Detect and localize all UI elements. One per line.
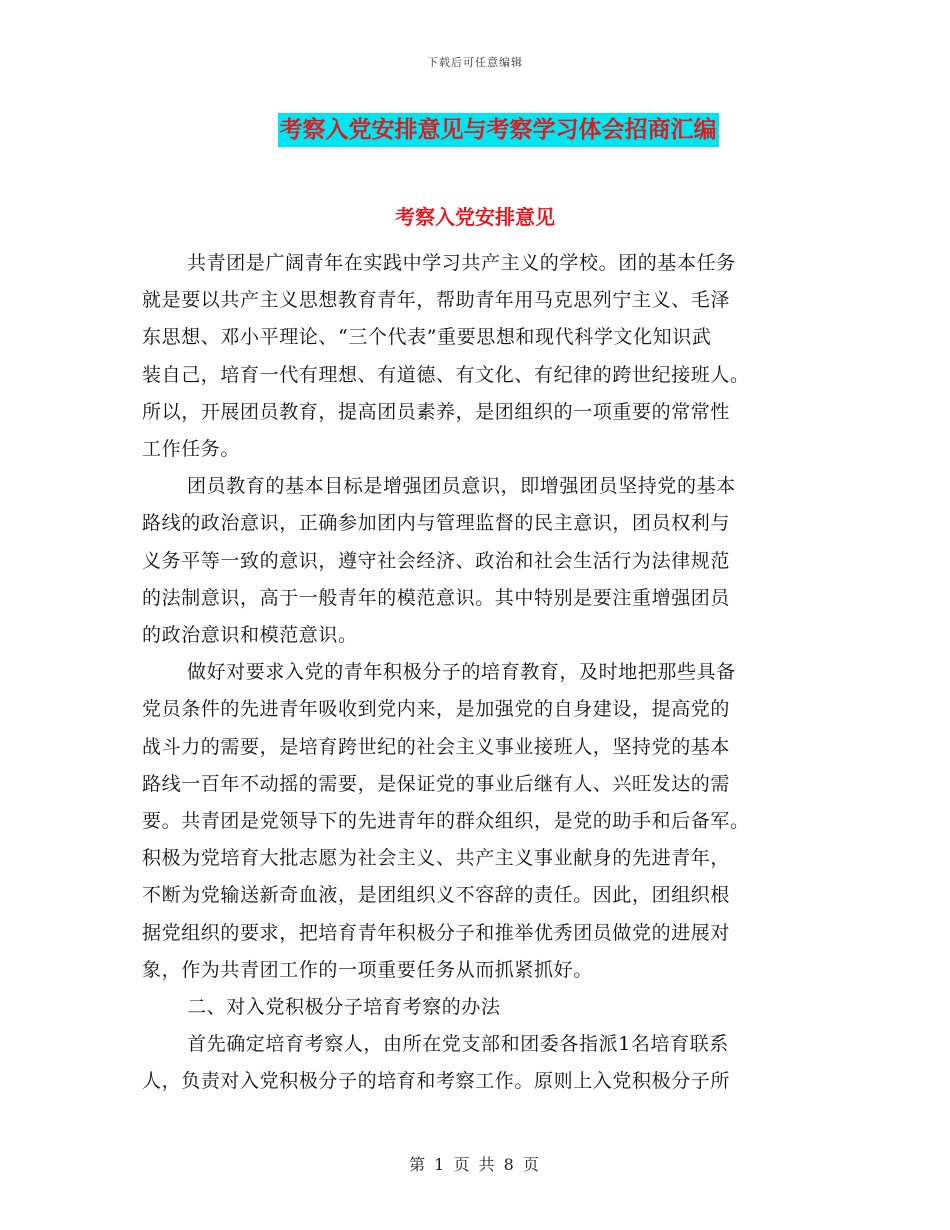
text-line: 做好对要求入党的青年积极分子的培育教育，及时地把那些具备 [187,661,736,684]
document-body [142,245,802,1101]
document-title-container [0,113,950,147]
text-line: 工作任务。 [142,438,241,461]
subsection-heading: 二、对入党积极分子培育考察的办法 [187,996,501,1019]
text-line: 就是要以共产主义思想教育青年，帮助青年用马克思列宁主义、毛泽 [142,289,731,312]
text-line: 路线一百年不动摇的需要，是保证党的事业后继有人、兴旺发达的需 [142,772,731,795]
text-line: 装自己，培育一代有理想、有道德、有文化、有纪律的跨世纪接班人。 [142,363,750,386]
text-line: 不断为党输送新奇血液，是团组织义不容辞的责任。因此，团组织根 [142,884,731,907]
paragraph [142,654,802,989]
text-line: 的法制意识，高于一般青年的模范意识。其中特别是要注重增强团员 [142,586,731,609]
text-line: 所以，开展团员教育，提高团员素养，是团组织的一项重要的常常性 [142,400,731,423]
text-line: 义务平等一致的意识，遵守社会经济、政治和社会生活行为法律规范 [142,549,731,572]
page-number-footer: 第 1 页 共 8 页 [409,1155,541,1174]
text-line: 首先确定培育考察人，由所在党支部和团委各指派1名培育联系 [187,1033,729,1056]
paragraph [142,989,802,1026]
text-line: 党员条件的先进青年吸收到党内来，是加强党的自身建设，提高党的 [142,698,731,721]
text-line: 人，负责对入党积极分子的培育和考察工作。原则上入党积极分子所 [142,1070,731,1093]
text-line: 积极为党培育大批志愿为社会主义、共产主义事业献身的先进青年， [142,847,731,870]
text-line: 要。共青团是党领导下的先进青年的群众组织，是党的助手和后备军。 [142,810,750,833]
text-line: 的政治意识和模范意识。 [142,624,358,647]
section-title: 考察入党安排意见 [395,205,555,229]
page-header-note: 下载后可任意编辑 [427,56,523,69]
paragraph [142,245,802,468]
text-line: 战斗力的需要，是培育跨世纪的社会主义事业接班人，坚持党的基本 [142,735,731,758]
text-line: 象，作为共青团工作的一项重要任务从而抓紧抓好。 [142,958,593,981]
document-title: 考察入党安排意见与考察学习体会招商汇编 [278,113,719,147]
text-line: 路线的政治意识，正确参加团内与管理监督的民主意识，团员权利与 [142,512,731,535]
paragraph [142,468,802,654]
text-line: 共青团是广阔青年在实践中学习共产主义的学校。团的基本任务 [187,252,736,274]
paragraph [142,1026,802,1100]
text-line: 团员教育的基本目标是增强团员意识，即增强团员坚持党的基本 [187,475,736,498]
text-line: 东思想、邓小平理论、“三个代表”重要思想和现代科学文化知识武 [142,326,712,349]
text-line: 据党组织的要求，把培育青年积极分子和推举优秀团员做党的进展对 [142,921,731,944]
